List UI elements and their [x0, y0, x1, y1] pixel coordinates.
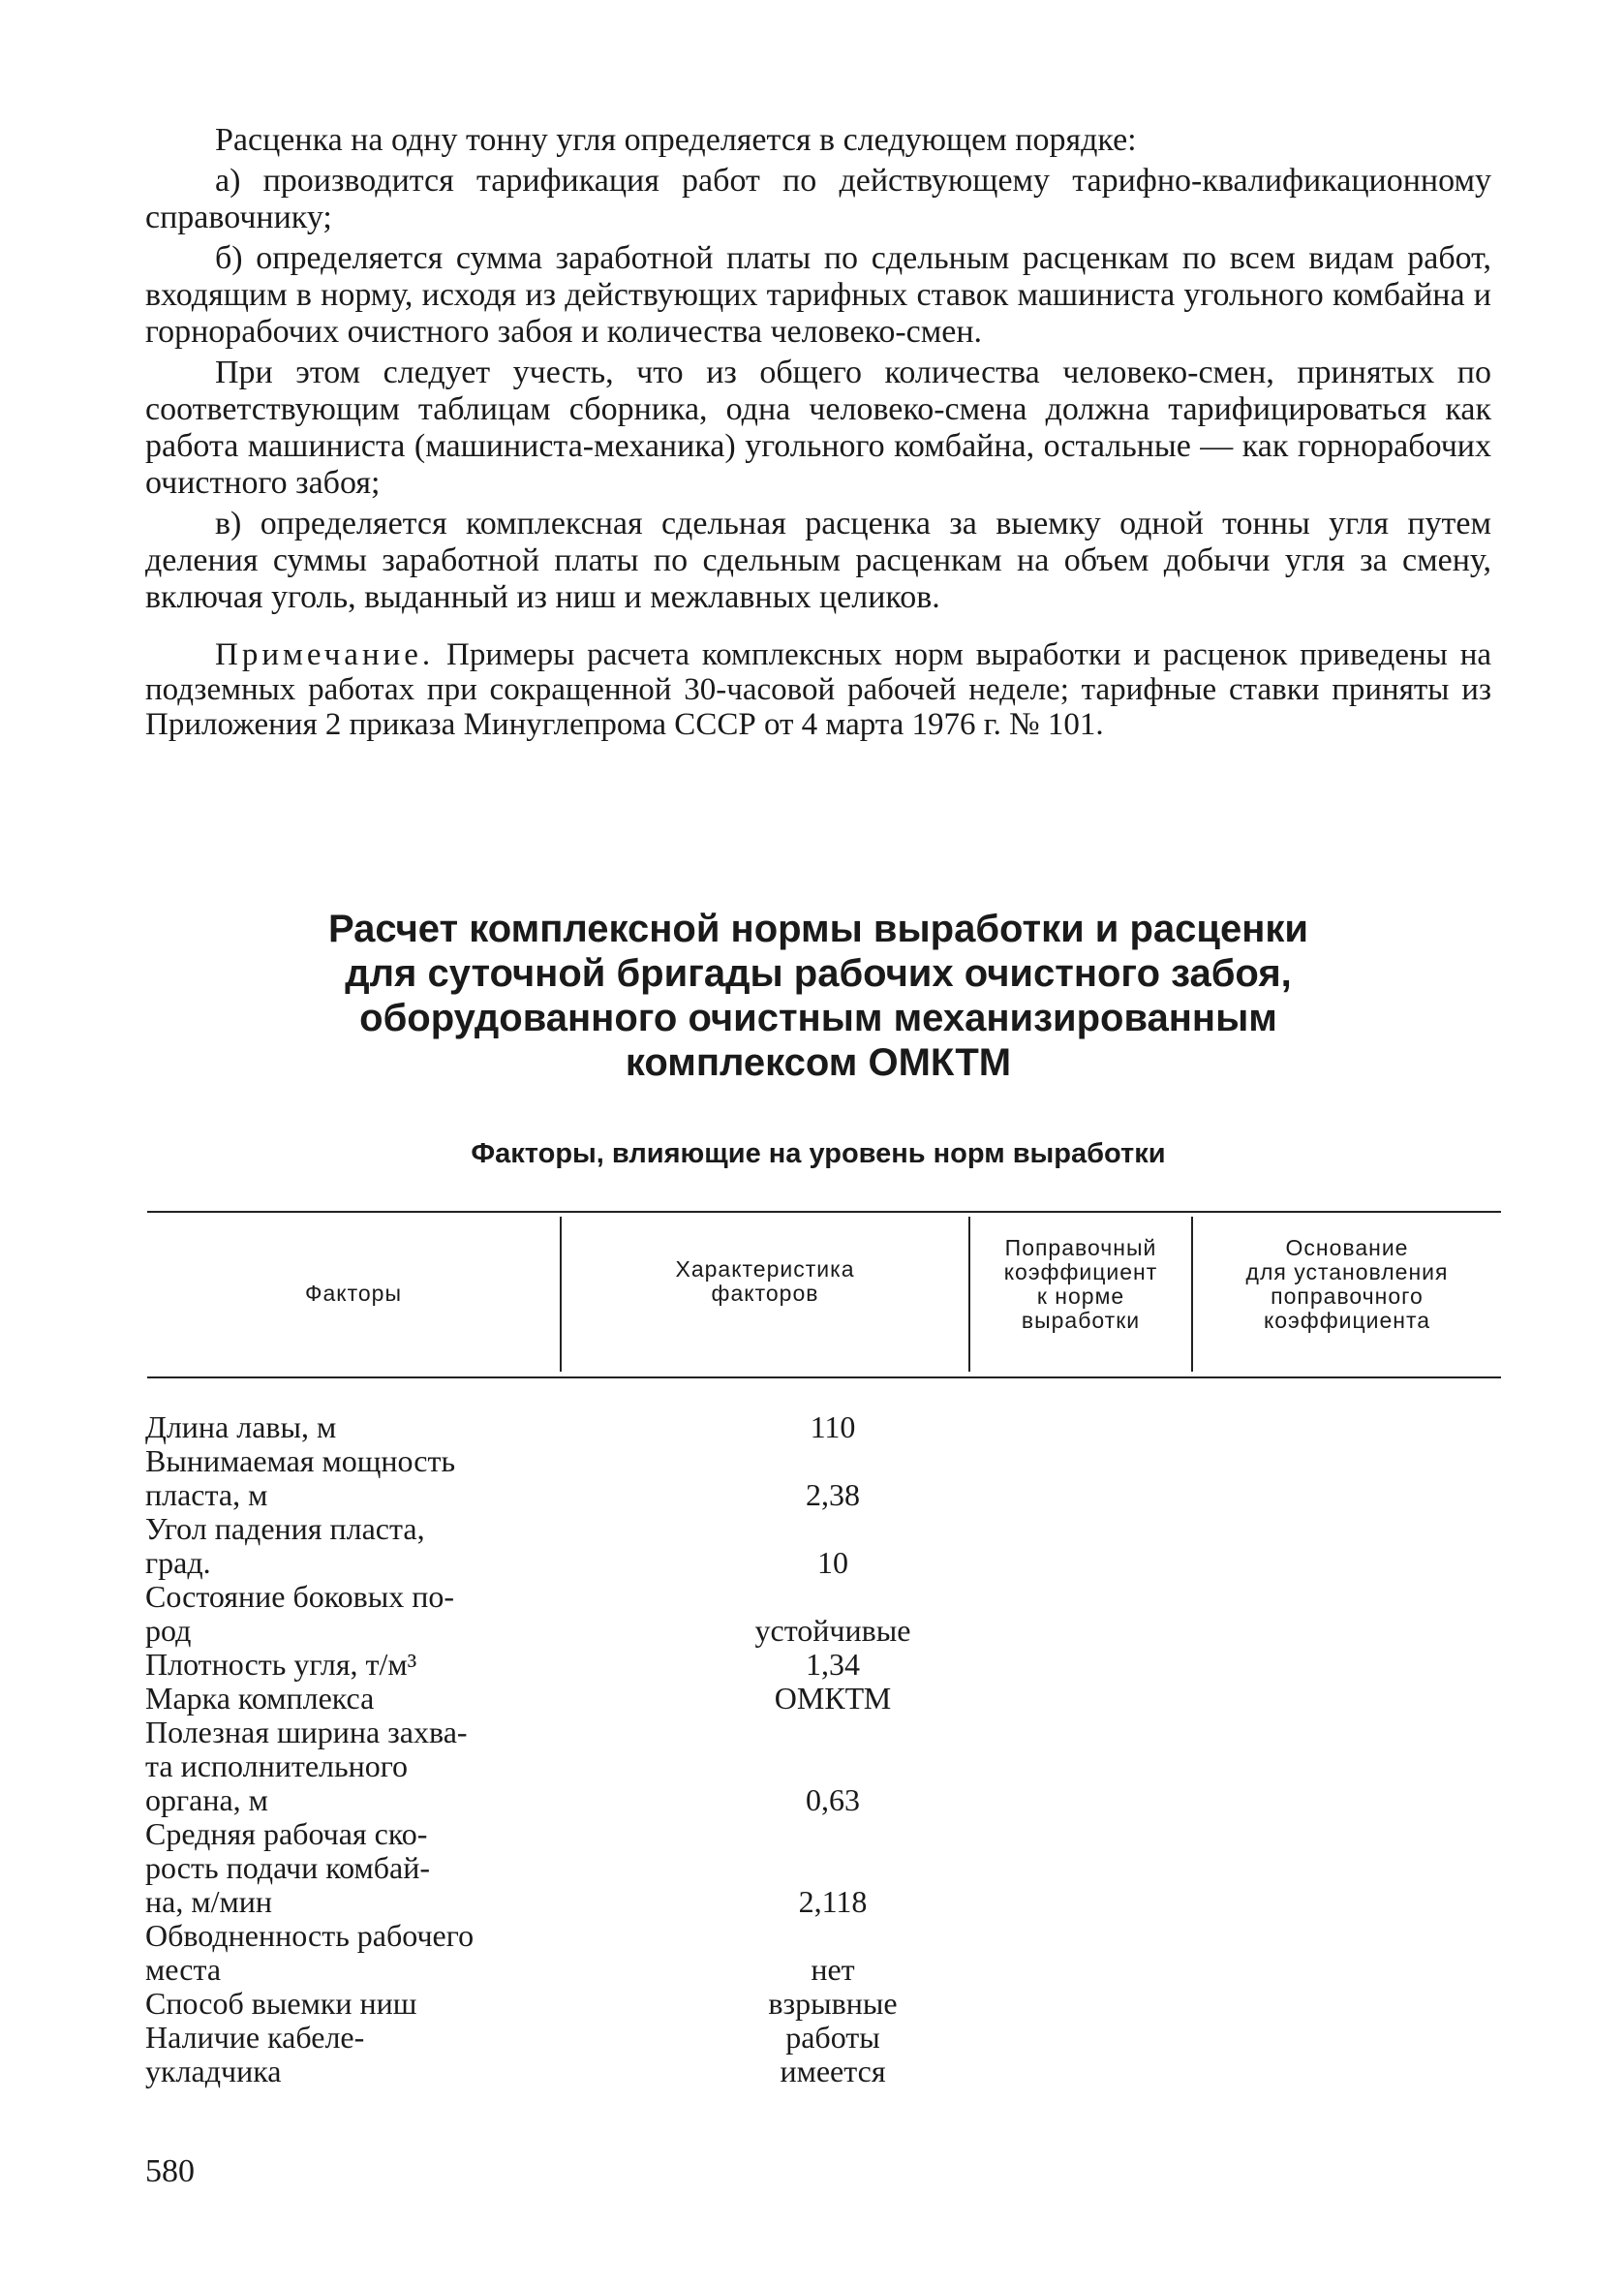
factor-name: [145, 1682, 571, 1716]
header-coefficient-l3: к норме: [1036, 1283, 1125, 1309]
factor-name-line: места: [145, 1952, 222, 1987]
title-line-3: оборудованного очистным механизированным: [359, 997, 1277, 1039]
title-line-1: Расчет комплексной нормы выработки и расценки: [327, 908, 1309, 950]
factor-value-line: взрывные: [768, 1986, 898, 2021]
header-bottom-rule: [147, 1376, 1501, 1378]
factor-name-line: Вынимаемая мощность: [145, 1443, 456, 1478]
factor-name-line: Плотность угля, т/м³: [145, 1647, 417, 1682]
factor-name-line: град.: [145, 1545, 211, 1580]
factor-name-line: Способ выемки ниш: [145, 1986, 417, 2021]
title-line-2: для суточной бригады рабочих очистного забоя,: [345, 952, 1292, 995]
factor-value: 1,34: [806, 1647, 860, 1682]
remark: При этом следует учесть, что из общего количества человеко-смен, принятых по соответствующим таблицам сборника, одна человеко-смена должна тарифицироваться как работа машиниста (машиниста-механика) угольного комбайна, остальные — как горнорабочих очистного забоя;: [145, 355, 1491, 501]
factor-value: имеется: [780, 2054, 886, 2088]
factor-name: [145, 1648, 571, 1682]
header-basis-l3: поправочного: [1271, 1283, 1424, 1309]
note: [145, 637, 1491, 742]
factor-name-line: рость подачи комбай-: [145, 1850, 431, 1885]
header-basis-l4: коэффициента: [1263, 1308, 1431, 1333]
factor-value: 2,38: [806, 1477, 860, 1512]
intro-text: [145, 122, 1491, 746]
factor-name-line: укладчика: [145, 2054, 282, 2088]
factor-name-line: Состояние боковых по-: [145, 1579, 455, 1614]
note-label: Примечание.: [215, 637, 435, 672]
step-b: б) определяется сумма заработной платы по сдельным расценкам по всем видам работ, входящим в норму, исходя из действующих тарифных ставок машиниста угольного комбайна и горнорабочих очистного забоя и количества человеко-смен.: [145, 240, 1491, 350]
factor-name-line: та исполнительного: [145, 1748, 409, 1783]
factor-value: устойчивые: [754, 1613, 911, 1648]
header-coefficient-l2: коэффициент: [1003, 1259, 1158, 1284]
factor-name-line: Полезная ширина захва-: [145, 1715, 468, 1749]
factor-name-line: Угол падения пласта,: [145, 1511, 425, 1546]
factor-value: 0,63: [806, 1782, 860, 1817]
step-a: а) производится тарификация работ по действующему тарифно-квалификационному справочнику;: [145, 163, 1491, 235]
factor-value: 2,118: [798, 1884, 868, 1919]
factor-value-line: работы: [785, 2020, 880, 2055]
factor-name-line: Обводненность рабочего: [145, 1918, 475, 1953]
header-characteristics: [562, 1257, 968, 1306]
factor-name-line: Длина лавы, м: [145, 1409, 337, 1444]
factor-name: [145, 1716, 571, 1817]
header-basis-l1: Основание: [1285, 1235, 1409, 1260]
note-text: Примеры расчета комплексных норм выработки и расценок приведены на подземных работах при сокращенной 30-часовой рабочей неделе; тарифные ставки приняты из Приложения 2 приказа Минуглепрома СССР от 4 марта 1976 г. № 101.: [145, 637, 1492, 742]
factor-name: [145, 1410, 571, 1444]
header-coefficient: [970, 1236, 1191, 1333]
factor-name-line: пласта, м: [145, 1477, 268, 1512]
table-subtitle: Факторы, влияющие на уровень норм выработки: [471, 1138, 1166, 1169]
factor-name-line: Наличие кабеле-: [145, 2020, 365, 2055]
header-basis-l2: для установления: [1245, 1259, 1449, 1284]
header-factors: Факторы: [305, 1281, 402, 1306]
factor-name: [145, 1512, 571, 1580]
factor-name-line: на, м/мин: [145, 1884, 272, 1919]
factor-value: 110: [810, 1409, 856, 1444]
factor-name: [145, 2021, 571, 2088]
title-line-4: комплексом ОМКТМ: [625, 1041, 1012, 1084]
factor-name: [145, 1987, 571, 2021]
factor-name-line: Марка комплекса: [145, 1681, 375, 1716]
factor-name: [145, 1580, 571, 1648]
factor-name-line: Средняя рабочая ско-: [145, 1816, 428, 1851]
factor-name: [145, 1444, 571, 1512]
factor-name-line: род: [145, 1613, 192, 1648]
section-title: [145, 907, 1491, 1085]
header-top-rule: [147, 1211, 1501, 1213]
factor-name: [145, 1817, 571, 1919]
header-characteristics-l2: факторов: [711, 1281, 819, 1306]
factor-value: 10: [817, 1545, 848, 1580]
header-coefficient-l1: Поправочный: [1004, 1235, 1157, 1260]
page-number: 580: [145, 2153, 195, 2189]
header-coefficient-l4: выработки: [1021, 1308, 1141, 1333]
header-characteristics-l1: Характеристика: [675, 1256, 855, 1282]
factor-value: нет: [811, 1952, 855, 1987]
factor-name-line: органа, м: [145, 1782, 268, 1817]
factor-value: ОМКТМ: [774, 1681, 892, 1716]
factor-value: [688, 1987, 978, 2055]
factor-name: [145, 1919, 571, 1987]
step-c: в) определяется комплексная сдельная расценка за выемку одной тонны угля путем деления суммы заработной платы по сдельным расценкам на объем добычи угля за смену, включая уголь, выданный из ниш и межлавных целиков.: [145, 506, 1491, 615]
header-basis: [1193, 1236, 1501, 1333]
intro-lead: Расценка на одну тонну угля определяется в следующем порядке:: [215, 122, 1137, 158]
